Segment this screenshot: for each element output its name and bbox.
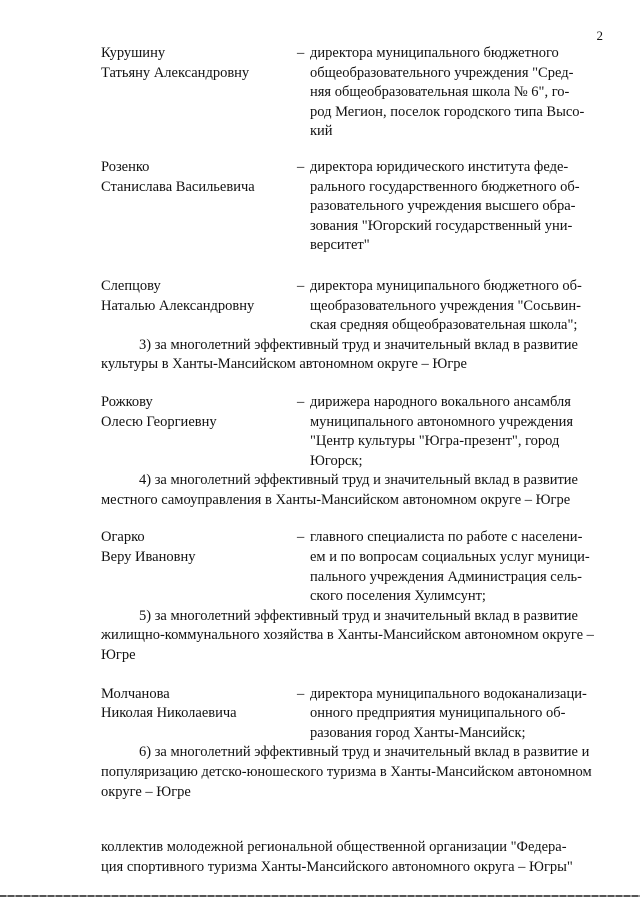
person-name: Рожкову Олесю Георгиевну — [101, 393, 217, 430]
award-entry — [101, 44, 601, 142]
award-entry — [101, 277, 601, 336]
person-name: Курушину Татьяну Александровну — [101, 45, 250, 81]
clause-4-continuation: местного самоуправления в Ханты-Мансийском автономном округе – Югре — [101, 491, 571, 508]
dash: – — [297, 277, 305, 294]
dash: – — [297, 529, 305, 546]
person-position: директора юридического института феде- рального государственного бюджетного об- разовательного учреждения высшего обра- зования "Югорский государственный уни- верситет" — [310, 158, 580, 254]
person-position: директора муниципального водоканализаци- онного предприятия муниципального об- разования город Ханты-Мансийск; — [310, 685, 587, 741]
clause-3: 3) за многолетний эффективный труд и значительный вклад в развитие — [139, 336, 578, 353]
person-name: Слепцову Наталью Александровну — [101, 277, 255, 314]
person-position: главного специалиста по работе с населени- ем и по вопросам социальных услуг муници- пального учреждения Администрация сель- ского поселения Хулимсунт; — [310, 529, 590, 605]
clause-6: 6) за многолетний эффективный труд и значительный вклад в развитие и — [139, 744, 590, 761]
collective-award: коллектив молодежной региональной общественной организации "Федера- ция спортивного туризма Ханты-Мансийского автономного округа – Югры" — [101, 839, 573, 875]
clause-4: 4) за многолетний эффективный труд и значительный вклад в развитие — [139, 472, 578, 489]
dash: – — [297, 685, 305, 702]
page-number: 2 — [596, 28, 603, 43]
award-entry — [101, 685, 601, 744]
award-entry — [101, 158, 601, 256]
dash: – — [297, 393, 305, 410]
person-name: Розенко Станислава Васильевича — [101, 158, 255, 195]
clause-5-continuation: жилищно-коммунального хозяйства в Ханты-Мансийском автономном округе – Югре — [101, 627, 594, 664]
clause-5: 5) за многолетний эффективный труд и значительный вклад в развитие — [139, 607, 578, 624]
dash: – — [297, 45, 305, 61]
clause-6-continuation: популяризацию детско-юношеского туризма в Ханты-Мансийском автономном округе – Югре — [101, 764, 592, 800]
award-entry — [101, 528, 601, 606]
person-name: Молчанова Николая Николаевича — [101, 685, 237, 722]
award-entry — [101, 393, 601, 471]
person-name: Огарко Веру Ивановну — [101, 529, 196, 566]
document-body — [101, 44, 601, 877]
person-position: дирижера народного вокального ансамбля муниципального автономного учреждения "Центр культуры "Югра-презент", город Югорск; — [310, 393, 574, 469]
person-position: директора муниципального бюджетного общеобразовательного учреждения "Сред- няя общеобразовательная школа № 6", го- род Мегион, поселок городского типа Высо- кий — [310, 45, 585, 140]
bottom-scan-edge — [0, 895, 640, 897]
person-position: директора муниципального бюджетного об- щеобразовательного учреждения "Сосьвин- ская средняя общеобразовательная школа"; — [310, 277, 582, 334]
clause-3-continuation: культуры в Ханты-Мансийском автономном округе – Югре — [101, 356, 467, 373]
dash: – — [297, 158, 305, 175]
